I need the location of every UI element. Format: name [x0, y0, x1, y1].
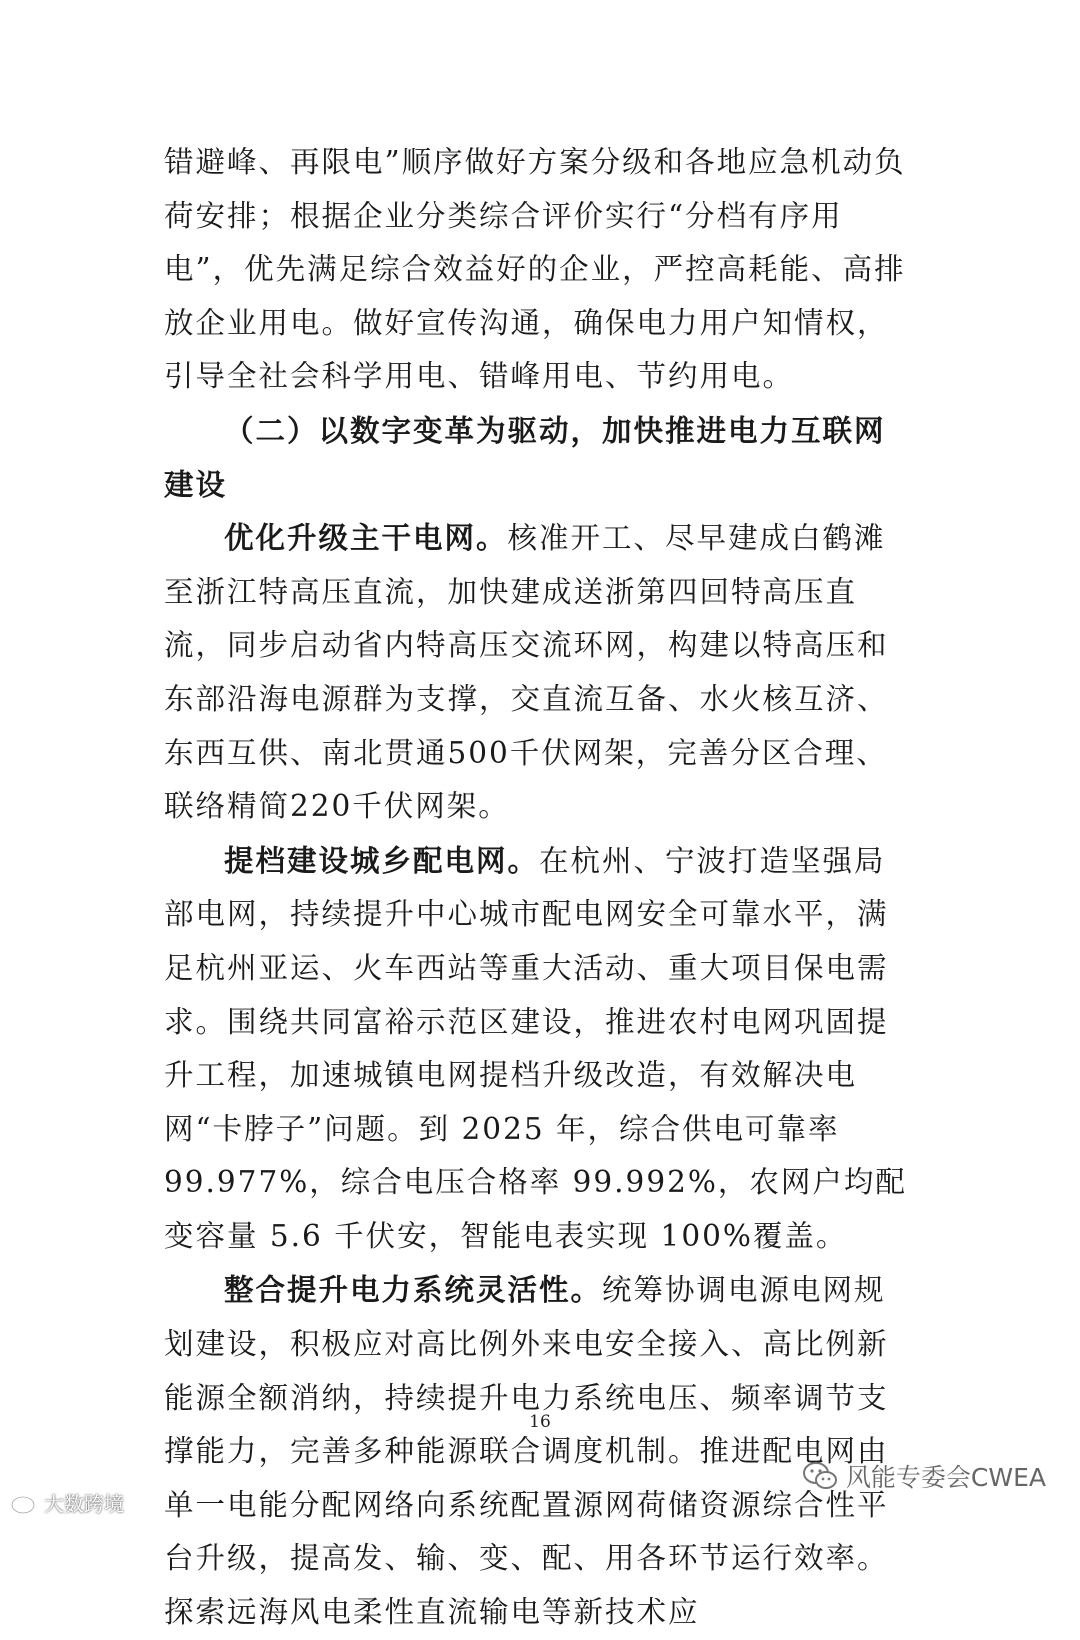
watermark-left-text: 大数跨境: [44, 1492, 124, 1516]
paragraph-flexibility: [164, 1263, 916, 1639]
page-number: 16: [529, 1412, 551, 1432]
paragraph-lead: 提档建设城乡配电网。: [224, 842, 540, 878]
wechat-icon: [802, 1461, 838, 1491]
paragraph-body: 核准开工、尽早建成白鹤滩至浙江特高压直流，加快建成送浙第四回特高压直流，同步启动省内特高压交流环网，构建以特高压和东部沿海电源群为支撑，交直流互备、水火核互济、东西互供、南北贯通500千伏网架，完善分区合理、联络精简220千伏网架。: [164, 521, 889, 824]
paragraph-distribution-grid: [164, 834, 916, 1264]
watermark-right: [802, 1458, 1046, 1494]
paragraph-body: 统筹协调电源电网规划建设，积极应对高比例外来电安全接入、高比例新能源全额消纳，持续提升电力系统电压、频率调节支撑能力，完善多种能源联合调度机制。推进配电网由单一电能分配网络向系统配置源网荷储资源综合性平台升级，提高发、输、变、配、用各环节运行效率。探索远海风电柔性直流输电等新技术应: [164, 1273, 889, 1630]
paragraph-lead: 整合提升电力系统灵活性。: [224, 1272, 603, 1308]
paragraph-continuation: 错避峰、再限电”顺序做好方案分级和各地应急机动负荷安排；根据企业分类综合评价实行“分档有序用电”，优先满足综合效益好的企业，严控高耗能、高排放企业用电。做好宣传沟通，确保电力用户知情权，引导全社会科学用电、错峰用电、节约用电。: [164, 145, 906, 394]
watermark-left: [10, 1488, 124, 1517]
paragraph-lead: 优化升级主干电网。: [224, 520, 508, 556]
paragraph-main-grid: [164, 511, 916, 834]
paragraph-body: 在杭州、宁波打造坚强局部电网，持续提升中心城市配电网安全可靠水平，满足杭州亚运、火车西站等重大活动、重大项目保电需求。围绕共同富裕示范区建设，推进农村电网巩固提升工程，加速城镇电网提档升级改造，有效解决电网“卡脖子”问题。到 2025 年，综合供电可靠率 99.977%，综合电压合格率 99.992%，农网户均配变容量 5.6 千伏安，智能电表实现 100%覆盖。: [164, 843, 907, 1253]
watermark-right-text: 风能专委会CWEA: [845, 1463, 1046, 1492]
weibo-icon: [10, 1491, 40, 1515]
section-heading: （二）以数字变革为驱动，加快推进电力互联网建设: [164, 412, 886, 502]
